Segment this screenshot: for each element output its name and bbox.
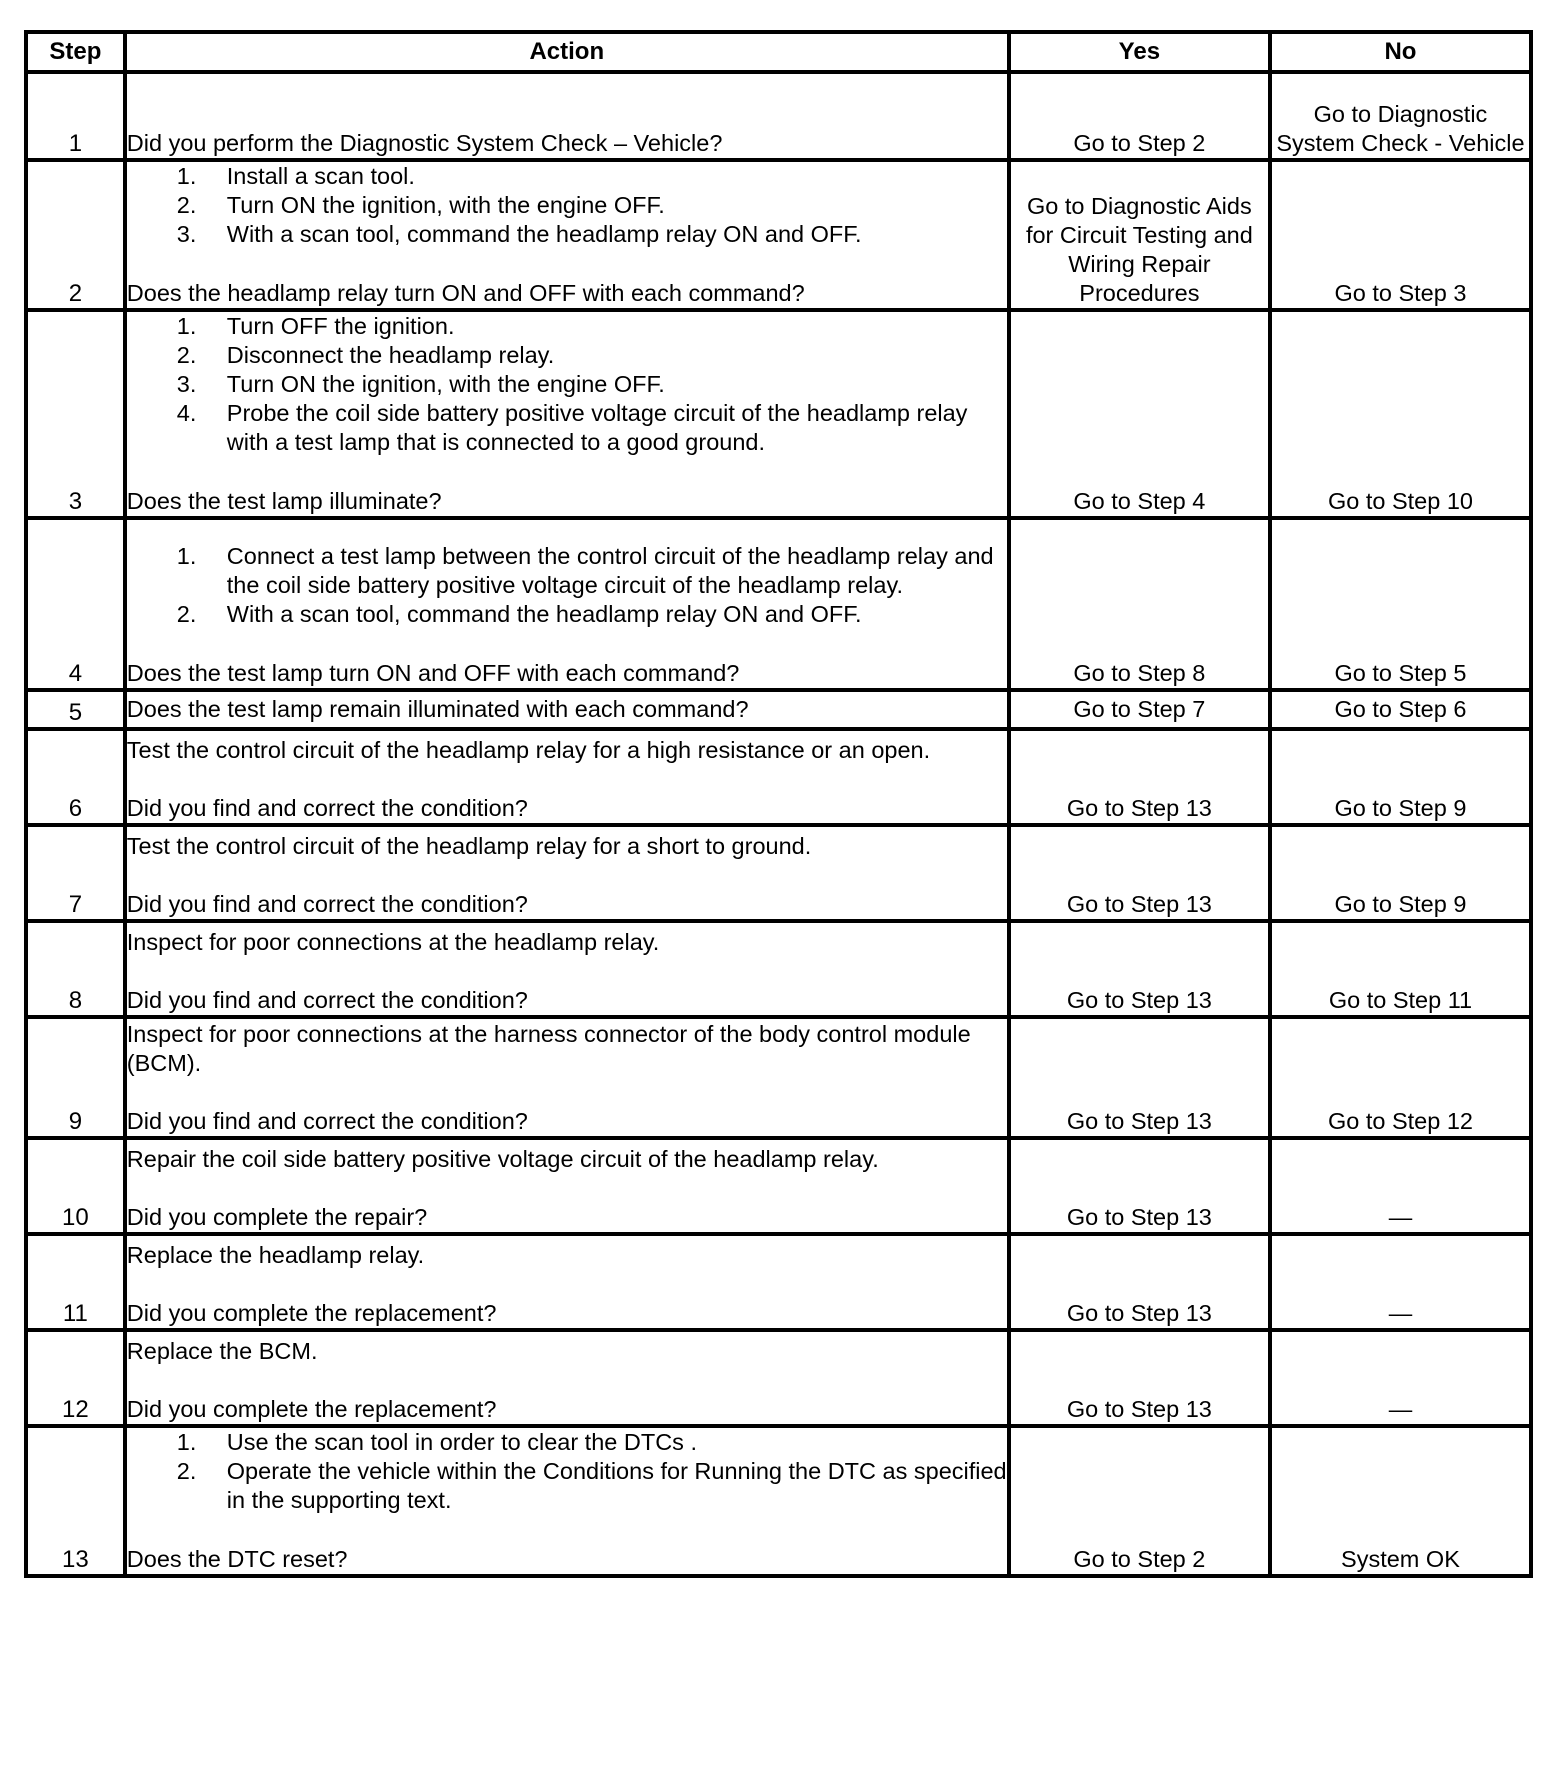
step-number: 2	[26, 160, 125, 310]
instruction-text: Replace the BCM.	[126, 1338, 318, 1364]
procedure-list	[127, 1428, 1007, 1515]
no-cell: —	[1270, 1234, 1531, 1330]
no-cell: Go to Step 9	[1270, 729, 1531, 825]
action-cell	[125, 1234, 1009, 1330]
question-text: Does the headlamp relay turn ON and OFF with each command?	[126, 280, 805, 306]
instruction-text: Test the control circuit of the headlamp relay for a short to ground.	[126, 833, 812, 859]
list-item: 4. Probe the coil side battery positive voltage circuit of the headlamp relay with a test lamp that is connected to a good ground.	[176, 400, 968, 455]
no-cell: —	[1270, 1330, 1531, 1426]
list-item: 2. With a scan tool, command the headlamp relay ON and OFF.	[176, 601, 862, 627]
question-text: Did you perform the Diagnostic System Check – Vehicle?	[126, 130, 723, 156]
question-text: Does the test lamp turn ON and OFF with each command?	[126, 660, 740, 686]
yes-cell: Go to Step 13	[1009, 825, 1270, 921]
yes-cell: Go to Step 13	[1009, 729, 1270, 825]
header-no: No	[1270, 32, 1531, 72]
step-number: 11	[26, 1234, 125, 1330]
action-cell	[125, 729, 1009, 825]
step-number: 3	[26, 310, 125, 518]
list-item: 1. Use the scan tool in order to clear the DTCs .	[176, 1429, 697, 1455]
step-number: 7	[26, 825, 125, 921]
list-item: 2. Turn ON the ignition, with the engine OFF.	[176, 192, 665, 218]
no-cell: Go to Step 11	[1270, 921, 1531, 1017]
yes-cell: Go to Step 13	[1009, 1234, 1270, 1330]
header-step: Step	[26, 32, 125, 72]
step-number: 10	[26, 1138, 125, 1234]
instruction-text: Inspect for poor connections at the harness connector of the body control module (BCM).	[126, 1021, 971, 1076]
instruction-text: Repair the coil side battery positive voltage circuit of the headlamp relay.	[126, 1146, 879, 1172]
action-cell	[125, 1138, 1009, 1234]
yes-cell: Go to Diagnostic Aids for Circuit Testing and Wiring Repair Procedures	[1009, 160, 1270, 310]
no-cell: —	[1270, 1138, 1531, 1234]
yes-cell: Go to Step 2	[1009, 1426, 1270, 1576]
action-cell	[125, 825, 1009, 921]
no-cell: Go to Diagnostic System Check - Vehicle	[1270, 72, 1531, 160]
table-row	[26, 1234, 1531, 1330]
question-text: Did you complete the repair?	[126, 1204, 428, 1230]
yes-cell: Go to Step 8	[1009, 518, 1270, 690]
table-row	[26, 1138, 1531, 1234]
procedure-list	[127, 162, 1007, 249]
action-cell	[125, 1017, 1009, 1138]
action-cell	[125, 518, 1009, 690]
question-text: Did you find and correct the condition?	[126, 987, 528, 1013]
action-cell	[125, 690, 1009, 729]
procedure-list	[127, 312, 1007, 457]
step-number: 6	[26, 729, 125, 825]
action-cell	[125, 72, 1009, 160]
question-text: Did you find and correct the condition?	[126, 891, 528, 917]
step-number: 9	[26, 1017, 125, 1138]
procedure-list	[127, 542, 1007, 629]
step-number: 5	[26, 690, 125, 729]
no-cell: System OK	[1270, 1426, 1531, 1576]
list-item: 1. Connect a test lamp between the control circuit of the headlamp relay and the coil side battery positive voltage circuit of the headlamp relay.	[176, 543, 994, 598]
header-action: Action	[125, 32, 1009, 72]
step-number: 1	[26, 72, 125, 160]
list-item: 1. Turn OFF the ignition.	[176, 313, 455, 339]
step-number: 4	[26, 518, 125, 690]
table-row	[26, 690, 1531, 729]
table-row	[26, 518, 1531, 690]
question-text: Does the test lamp remain illuminated with each command?	[126, 696, 749, 722]
question-text: Does the test lamp illuminate?	[126, 488, 442, 514]
yes-cell: Go to Step 2	[1009, 72, 1270, 160]
table-row	[26, 72, 1531, 160]
table-row	[26, 825, 1531, 921]
instruction-text: Replace the headlamp relay.	[126, 1242, 425, 1268]
action-cell	[125, 921, 1009, 1017]
no-cell: Go to Step 5	[1270, 518, 1531, 690]
list-item: 3. With a scan tool, command the headlamp relay ON and OFF.	[176, 221, 862, 247]
question-text: Does the DTC reset?	[126, 1546, 348, 1572]
yes-cell: Go to Step 13	[1009, 921, 1270, 1017]
list-item: 1. Install a scan tool.	[176, 163, 415, 189]
header-yes: Yes	[1009, 32, 1270, 72]
no-cell: Go to Step 3	[1270, 160, 1531, 310]
instruction-text: Inspect for poor connections at the headlamp relay.	[126, 929, 660, 955]
yes-cell: Go to Step 13	[1009, 1330, 1270, 1426]
table-row	[26, 1017, 1531, 1138]
yes-cell: Go to Step 13	[1009, 1017, 1270, 1138]
list-item: 2. Operate the vehicle within the Conditions for Running the DTC as specified in the supporting text.	[176, 1458, 1007, 1513]
header-row	[26, 32, 1531, 72]
no-cell: Go to Step 9	[1270, 825, 1531, 921]
step-number: 8	[26, 921, 125, 1017]
yes-cell: Go to Step 4	[1009, 310, 1270, 518]
table-row	[26, 1426, 1531, 1576]
step-number: 12	[26, 1330, 125, 1426]
question-text: Did you find and correct the condition?	[126, 795, 528, 821]
list-item: 3. Turn ON the ignition, with the engine OFF.	[176, 371, 665, 397]
no-cell: Go to Step 12	[1270, 1017, 1531, 1138]
question-text: Did you complete the replacement?	[126, 1300, 497, 1326]
table-row	[26, 921, 1531, 1017]
question-text: Did you find and correct the condition?	[126, 1108, 528, 1134]
step-number: 13	[26, 1426, 125, 1576]
diagnostic-table	[24, 30, 1533, 1578]
yes-cell: Go to Step 7	[1009, 690, 1270, 729]
no-cell: Go to Step 10	[1270, 310, 1531, 518]
table-row	[26, 310, 1531, 518]
action-cell	[125, 310, 1009, 518]
no-cell: Go to Step 6	[1270, 690, 1531, 729]
action-cell	[125, 1426, 1009, 1576]
table-row	[26, 729, 1531, 825]
table-row	[26, 160, 1531, 310]
yes-cell: Go to Step 13	[1009, 1138, 1270, 1234]
action-cell	[125, 1330, 1009, 1426]
instruction-text: Test the control circuit of the headlamp relay for a high resistance or an open.	[126, 737, 931, 763]
list-item: 2. Disconnect the headlamp relay.	[176, 342, 555, 368]
question-text: Did you complete the replacement?	[126, 1396, 497, 1422]
action-cell	[125, 160, 1009, 310]
table-row	[26, 1330, 1531, 1426]
